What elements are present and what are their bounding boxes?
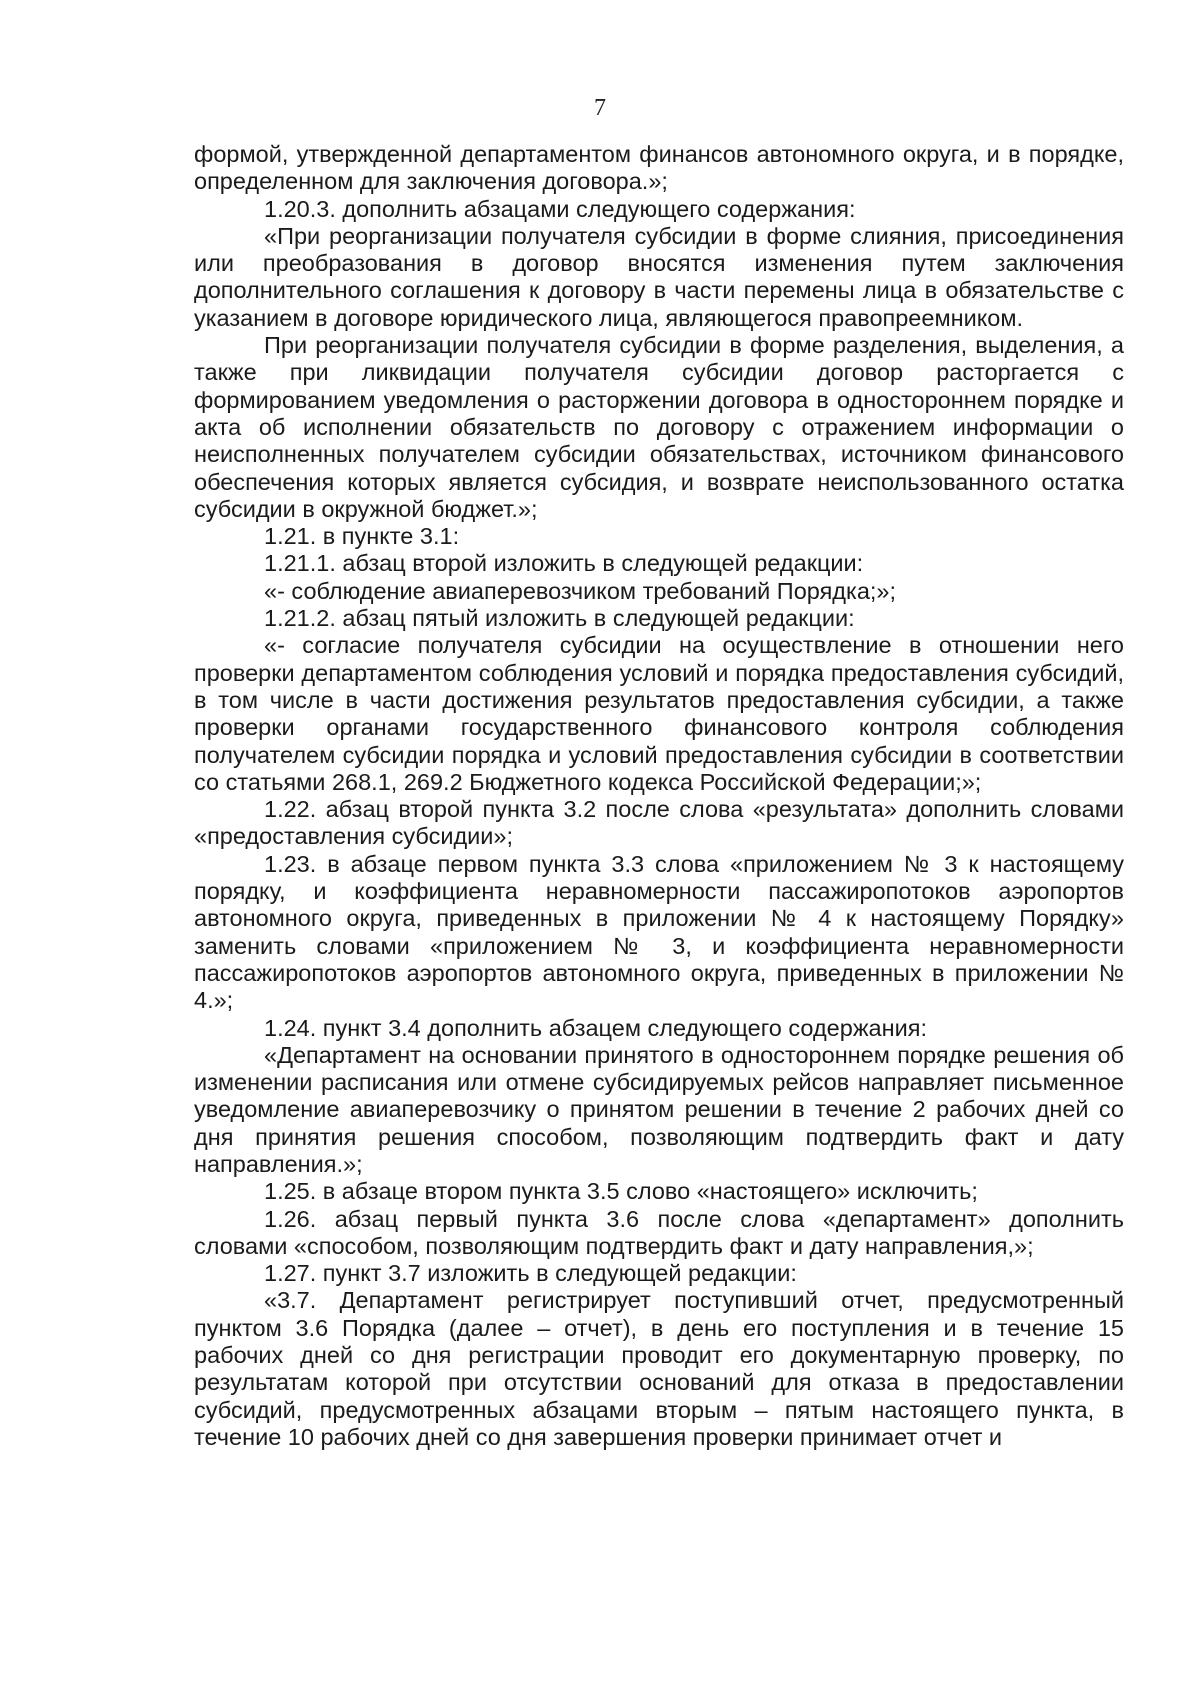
paragraph: 1.21.2. абзац пятый изложить в следующей редакции: — [264, 605, 855, 632]
paragraph: 1.27. пункт 3.7 изложить в следующей редакции: — [264, 1260, 797, 1287]
paragraph: 1.21. в пункте 3.1: — [264, 523, 460, 550]
paragraph: При реорганизации получателя субсидии в форме разделения, выделения, а также при ликвидации получателя субсидии договор расторгается с формированием уведомления о расторжении договора в одностороннем порядке и акта об исполнении обязательств по договору с отражением информации о неисполненных получателем субсидии обязательствах, источником финансового обеспечения которых является субсидия, и возврате неиспользованного остатка субсидии в окружной бюджет.»; — [194, 332, 1124, 522]
paragraph: 1.20.3. дополнить абзацами следующего содержания: — [264, 195, 856, 222]
page-number: 7 — [594, 95, 606, 121]
paragraph: «При реорганизации получателя субсидии в форме слияния, присоединения или преобразования в договор вносятся изменения путем заключения дополнительного соглашения к договору в части перемены лица в обязательстве с указанием в договоре юридического лица, являющегося правопреемником. — [194, 222, 1124, 331]
paragraph: 1.21.1. абзац второй изложить в следующей редакции: — [264, 550, 864, 577]
paragraph: «- согласие получателя субсидии на осуществление в отношении него проверки департаментом соблюдения условий и порядка предоставления субсидий, в том числе в части достижения результатов предоставления субсидии, а также проверки органами государственного финансового контроля соблюдения получателем субсидии порядка и условий предоставления субсидии в соответствии со статьями 268.1, 269.2 Бюджетного кодекса Российской Федерации;»; — [194, 632, 1124, 795]
paragraph: «Департамент на основании принятого в одностороннем порядке решения об изменении расписания или отмене субсидируемых рейсов направляет письменное уведомление авиаперевозчику о принятом решении в течение 2 рабочих дней со дня принятия решения способом, позволяющим подтвердить факт и дату направления.»; — [194, 1041, 1124, 1177]
paragraph: «3.7. Департамент регистрирует поступивший отчет, предусмотренный пунктом 3.6 Порядка (далее – отчет), в день его поступления и в течение 15 рабочих дней со дня регистрации проводит его документарную проверку, по результатам которой при отсутствии оснований для отказа в предоставлении субсидий, предусмотренных абзацами вторым – пятым настоящего пункта, в течение 10 рабочих дней со дня завершения проверки принимает отчет и — [194, 1287, 1124, 1450]
paragraph: 1.23. в абзаце первом пункта 3.3 слова «приложением № 3 к настоящему порядку, и коэффициента неравномерности пассажиропотоков аэропортов автономного округа, приведенных в приложении № 4 к настоящему Порядку» заменить словами «приложением № 3, и коэффициента неравномерности пассажиропотоков аэропортов автономного округа, приведенных в приложении № 4.»; — [194, 850, 1124, 1014]
document-body — [194, 141, 1124, 1451]
paragraph: «- соблюдение авиаперевозчиком требований Порядка;»; — [264, 577, 897, 604]
paragraph: 1.22. абзац второй пункта 3.2 после слова «результата» дополнить словами «предоставления субсидии»; — [194, 796, 1124, 850]
paragraph: формой, утвержденной департаментом финансов автономного округа, и в порядке, определенном для заключения договора.»; — [194, 141, 1124, 195]
paragraph: 1.24. пункт 3.4 дополнить абзацем следующего содержания: — [264, 1014, 927, 1041]
paragraph: 1.25. в абзаце втором пункта 3.5 слово «настоящего» исключить; — [264, 1178, 978, 1205]
paragraph: 1.26. абзац первый пункта 3.6 после слова «департамент» дополнить словами «способом, позволяющим подтвердить факт и дату направления,»; — [194, 1205, 1124, 1259]
